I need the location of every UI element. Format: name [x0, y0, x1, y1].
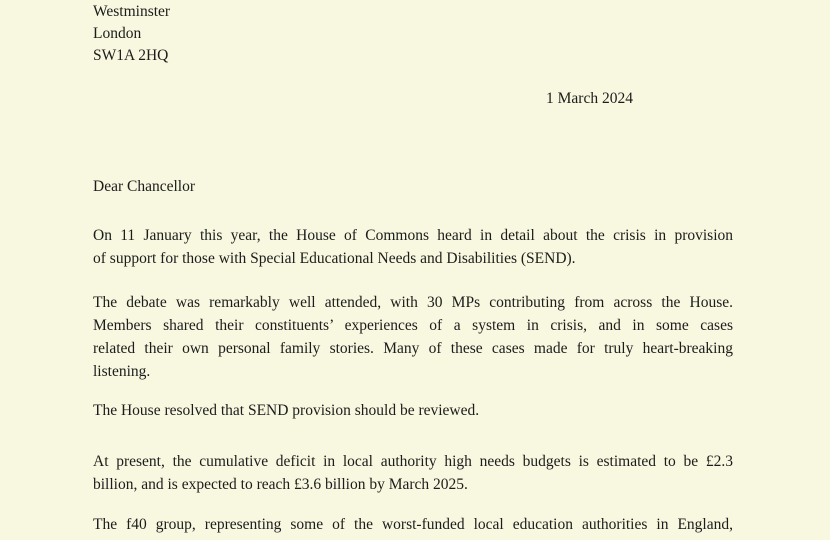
paragraph-line: related their own personal family stories. Many of these cases made for truly heart-breaking	[93, 340, 733, 357]
paragraph-line: At present, the cumulative deficit in local authority high needs budgets is estimated to be £2.3	[93, 453, 733, 470]
letter-date: 1 March 2024	[546, 90, 633, 107]
paragraph-line: The House resolved that SEND provision should be reviewed.	[93, 402, 480, 419]
paragraph-f40	[93, 513, 733, 536]
paragraph-line: Members shared their constituents’ experiences of a system in crisis, and in some cases	[93, 317, 733, 334]
paragraph-line: of support for those with Special Educational Needs and Disabilities (SEND).	[93, 250, 576, 267]
salutation: Dear Chancellor	[93, 178, 195, 195]
paragraph-resolution	[93, 399, 733, 422]
paragraph-line: billion, and is expected to reach £3.6 billion by March 2025.	[93, 476, 468, 493]
paragraph-debate	[93, 291, 733, 383]
paragraph-send-crisis	[93, 224, 733, 270]
paragraph-line: The debate was remarkably well attended, with 30 MPs contributing from across the House.	[93, 294, 733, 311]
paragraph-deficit	[93, 450, 733, 496]
address-line: Westminster	[93, 3, 171, 20]
sender-address	[93, 1, 170, 67]
paragraph-line: On 11 January this year, the House of Commons heard in detail about the crisis in provision	[93, 227, 733, 244]
paragraph-line: The f40 group, representing some of the worst-funded local education authorities in England,	[93, 516, 733, 533]
address-line: London	[93, 25, 142, 42]
address-line: SW1A 2HQ	[93, 47, 169, 64]
paragraph-line: listening.	[93, 363, 151, 380]
